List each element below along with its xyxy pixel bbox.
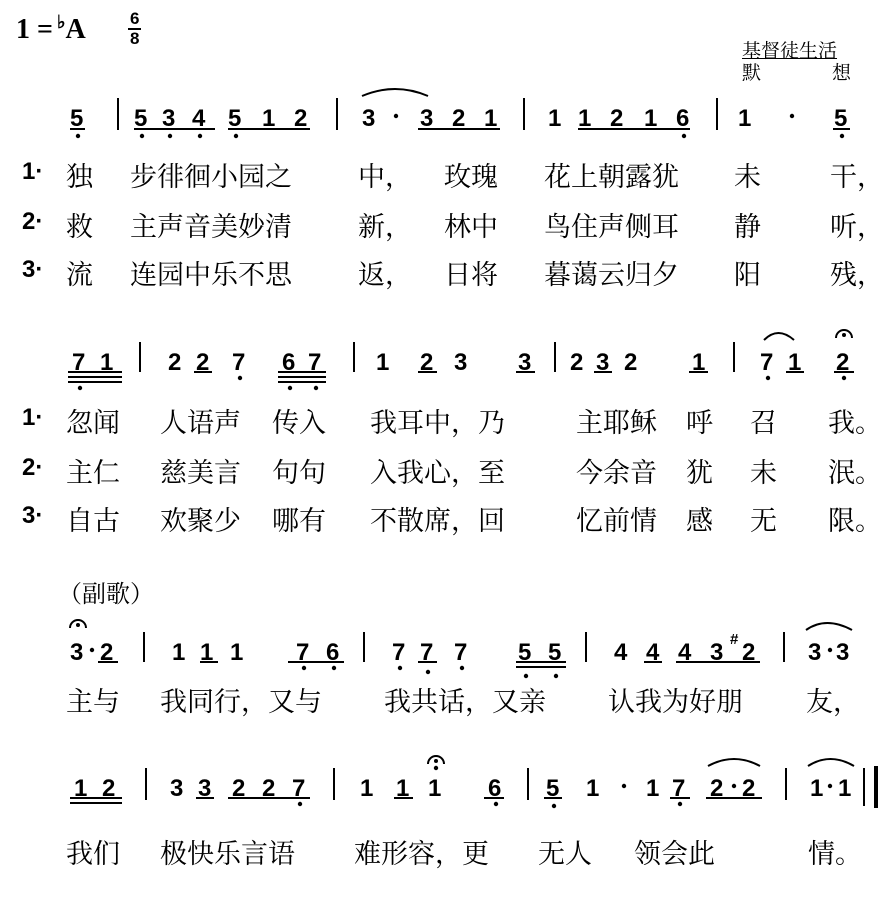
svg-text:2: 2	[232, 775, 246, 802]
key-note: A	[65, 14, 86, 45]
svg-text:3: 3	[454, 349, 468, 376]
svg-text:1: 1	[838, 775, 852, 802]
lyric-phrase: 忆前情	[576, 506, 657, 537]
lyric-phrase: 慈美言	[160, 458, 241, 489]
svg-text:2: 2	[102, 775, 116, 802]
lyric-phrase: 情。	[808, 839, 862, 870]
lyric-phrase: 犹	[686, 458, 713, 489]
lyric-phrase: 主仁	[66, 458, 120, 489]
svg-text:7: 7	[454, 639, 468, 666]
lyric-phrase: 中，	[358, 162, 412, 193]
lyric-phrase: 无	[750, 506, 777, 537]
svg-text:6: 6	[282, 349, 296, 376]
lyric-phrase: 我们	[66, 839, 120, 870]
svg-text:4: 4	[614, 639, 628, 666]
svg-text:3: 3	[420, 105, 434, 132]
lyric-phrase: 限。	[828, 506, 882, 537]
verse-number: 2·	[22, 208, 44, 235]
svg-text:1: 1	[100, 349, 114, 376]
lyric-phrase: 未	[750, 458, 777, 489]
verse-number: 1·	[22, 158, 44, 185]
time-signature-top: 6	[130, 9, 140, 28]
lyric-phrase: 欢聚少	[160, 506, 241, 537]
svg-text:1: 1	[692, 349, 706, 376]
lyric-phrase: 无人	[538, 839, 592, 870]
key-prefix: 1 =	[16, 14, 53, 45]
svg-text:#: #	[730, 631, 739, 648]
svg-text:1: 1	[646, 775, 660, 802]
verse-number: 3·	[22, 256, 44, 283]
svg-text:3: 3	[808, 639, 822, 666]
lyric-phrase: 返，	[358, 260, 412, 291]
svg-text:5: 5	[548, 639, 562, 666]
svg-text:1: 1	[548, 105, 562, 132]
verse-number: 3·	[22, 502, 44, 529]
svg-text:1: 1	[376, 349, 390, 376]
svg-text:3: 3	[162, 105, 176, 132]
svg-text:6: 6	[676, 105, 690, 132]
lyric-phrase: 流	[66, 260, 93, 291]
svg-text:3: 3	[70, 639, 84, 666]
lyric-phrase: 干，	[830, 162, 884, 193]
time-signature-bottom: 8	[130, 29, 140, 48]
lyric-phrase: 难形容，更	[354, 839, 489, 870]
svg-text:6: 6	[488, 775, 502, 802]
source-credit: 基督徒生活	[742, 40, 838, 62]
svg-text:2: 2	[624, 349, 638, 376]
svg-text:5: 5	[70, 105, 84, 132]
svg-text:5: 5	[228, 105, 242, 132]
svg-text:1: 1	[262, 105, 276, 132]
svg-text:1: 1	[172, 639, 186, 666]
svg-text:1: 1	[396, 775, 410, 802]
lyric-phrase: 人语声	[160, 408, 241, 439]
svg-text:4: 4	[192, 105, 206, 132]
svg-text:7: 7	[392, 639, 406, 666]
lyric-phrase: 句句	[272, 458, 326, 489]
svg-text:2: 2	[742, 775, 756, 802]
svg-text:1: 1	[578, 105, 592, 132]
svg-text:3: 3	[836, 639, 850, 666]
svg-text:6: 6	[326, 639, 340, 666]
author-first-char: 默	[742, 62, 762, 84]
lyric-phrase: 新，	[358, 212, 412, 243]
svg-text:1: 1	[230, 639, 244, 666]
svg-text:4: 4	[678, 639, 692, 666]
svg-text:3: 3	[518, 349, 532, 376]
lyric-phrase: 独	[66, 162, 93, 193]
svg-text:7: 7	[672, 775, 686, 802]
svg-text:2: 2	[168, 349, 182, 376]
svg-text:2: 2	[570, 349, 584, 376]
lyric-phrase: 认我为好朋	[608, 687, 743, 718]
svg-text:2: 2	[420, 349, 434, 376]
lyric-phrase: 玫瑰	[444, 162, 498, 193]
svg-text:1: 1	[586, 775, 600, 802]
lyric-phrase: 林中	[444, 212, 498, 243]
lyric-phrase: 友，	[806, 687, 860, 718]
lyric-phrase: 未	[734, 162, 761, 193]
svg-text:4: 4	[646, 639, 660, 666]
svg-text:7: 7	[292, 775, 306, 802]
svg-text:3: 3	[710, 639, 724, 666]
lyric-phrase: 入我心，至	[370, 458, 505, 489]
lyric-phrase: 步徘徊小园之	[130, 162, 292, 193]
lyric-phrase: 日将	[444, 260, 498, 291]
lyric-phrase: 忽闻	[66, 408, 120, 439]
svg-text:7: 7	[760, 349, 774, 376]
svg-text:5: 5	[834, 105, 848, 132]
verse-number: 2·	[22, 454, 44, 481]
lyric-phrase: 鸟住声侧耳	[544, 212, 679, 243]
lyric-phrase: 呼	[686, 408, 713, 439]
svg-text:7: 7	[296, 639, 310, 666]
svg-text:2: 2	[196, 349, 210, 376]
lyric-phrase: 召	[750, 408, 777, 439]
svg-text:2: 2	[742, 639, 756, 666]
lyric-phrase: 极快乐言语	[160, 839, 295, 870]
svg-text:2: 2	[294, 105, 308, 132]
svg-text:2: 2	[836, 349, 850, 376]
lyric-phrase: 领会此	[634, 839, 715, 870]
lyric-phrase: 主耶稣	[576, 408, 657, 439]
svg-text:1: 1	[810, 775, 824, 802]
svg-text:3: 3	[362, 105, 376, 132]
svg-text:7: 7	[420, 639, 434, 666]
flat-sign: ♭	[56, 12, 66, 32]
svg-text:3: 3	[170, 775, 184, 802]
lyric-phrase: 静	[734, 212, 761, 243]
svg-text:7: 7	[232, 349, 246, 376]
svg-text:1: 1	[788, 349, 802, 376]
lyric-phrase: 花上朝露犹	[544, 162, 679, 193]
svg-text:1: 1	[738, 105, 752, 132]
lyric-phrase: 残，	[830, 260, 884, 291]
svg-text:3: 3	[198, 775, 212, 802]
svg-text:1: 1	[644, 105, 658, 132]
svg-text:2: 2	[610, 105, 624, 132]
lyric-phrase: 救	[66, 212, 93, 243]
svg-text:2: 2	[100, 639, 114, 666]
svg-text:2: 2	[452, 105, 466, 132]
svg-text:1: 1	[484, 105, 498, 132]
lyric-phrase: 泯。	[828, 458, 882, 489]
svg-text:1: 1	[200, 639, 214, 666]
lyric-phrase: 我。	[828, 408, 882, 439]
lyric-phrase: 听，	[830, 212, 884, 243]
lyric-phrase: 今余音	[576, 458, 657, 489]
svg-text:5: 5	[518, 639, 532, 666]
svg-text:2: 2	[710, 775, 724, 802]
lyric-phrase: 主与	[66, 687, 120, 718]
lyric-phrase: 不散席，回	[370, 506, 505, 537]
svg-text:1: 1	[428, 775, 442, 802]
lyric-phrase: 暮蔼云归夕	[544, 260, 679, 291]
svg-text:5: 5	[134, 105, 148, 132]
lyric-phrase: 感	[686, 506, 713, 537]
lyric-phrase: 我共话，又亲	[384, 687, 546, 718]
chorus-label: （副歌）	[58, 580, 154, 608]
svg-text:7: 7	[72, 349, 86, 376]
lyric-phrase: 我同行，又与	[160, 687, 322, 718]
lyric-phrase: 阳	[734, 260, 761, 291]
svg-text:2: 2	[262, 775, 276, 802]
svg-text:3: 3	[596, 349, 610, 376]
lyric-phrase: 主声音美妙清	[130, 212, 292, 243]
lyric-phrase: 自古	[66, 506, 120, 537]
lyric-phrase: 哪有	[272, 506, 326, 537]
lyric-phrase: 传入	[272, 408, 326, 439]
svg-text:5: 5	[546, 775, 560, 802]
lyric-phrase: 连园中乐不思	[130, 260, 292, 291]
svg-text:1: 1	[360, 775, 374, 802]
svg-text:1: 1	[74, 775, 88, 802]
verse-number: 1·	[22, 404, 44, 431]
lyric-phrase: 我耳中，乃	[370, 408, 505, 439]
author-second-char: 想	[832, 62, 852, 84]
svg-text:7: 7	[308, 349, 322, 376]
